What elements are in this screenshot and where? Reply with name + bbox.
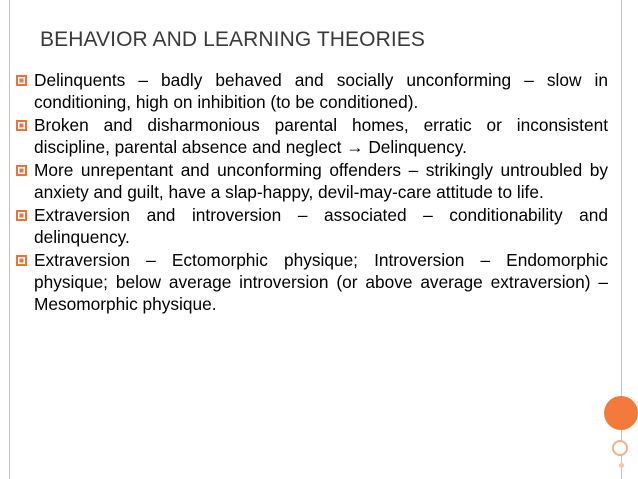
bullet-item [16,249,608,315]
hollow-square-bullet-icon [16,165,27,176]
slide-title: BEHAVIOR AND LEARNING THEORIES [40,28,425,51]
bullet-list [16,69,608,315]
decorative-orange-circle [604,396,638,430]
bullet-item [16,204,608,248]
bullet-item [16,69,608,113]
hollow-square-bullet-icon [16,255,27,266]
bullet-item [16,114,608,158]
hollow-square-bullet-icon [16,75,27,86]
left-frame-line [9,0,10,479]
hollow-square-bullet-icon [16,120,27,131]
bullet-text: Broken and disharmonious parental homes, erratic or inconsistent discipline, parental absence and neglect → Delinquency. [34,115,608,157]
bullet-text: More unrepentant and unconforming offenders – strikingly untroubled by anxiety and guilt, have a slap-happy, devil-may-care attitude to life. [34,160,608,202]
decorative-small-circle [619,463,624,468]
bullet-text: Extraversion – Ectomorphic physique; Introversion – Endomorphic physique; below average introversion (or above average extraversion) – Mesomorphic physique. [34,250,608,314]
bullet-item [16,159,608,203]
decorative-outline-circle [612,440,628,456]
bullet-text: Extraversion and introversion – associated – conditionability and delinquency. [34,205,608,247]
hollow-square-bullet-icon [16,210,27,221]
bullet-text: Delinquents – badly behaved and socially unconforming – slow in conditioning, high on inhibition (to be conditioned). [34,70,608,112]
